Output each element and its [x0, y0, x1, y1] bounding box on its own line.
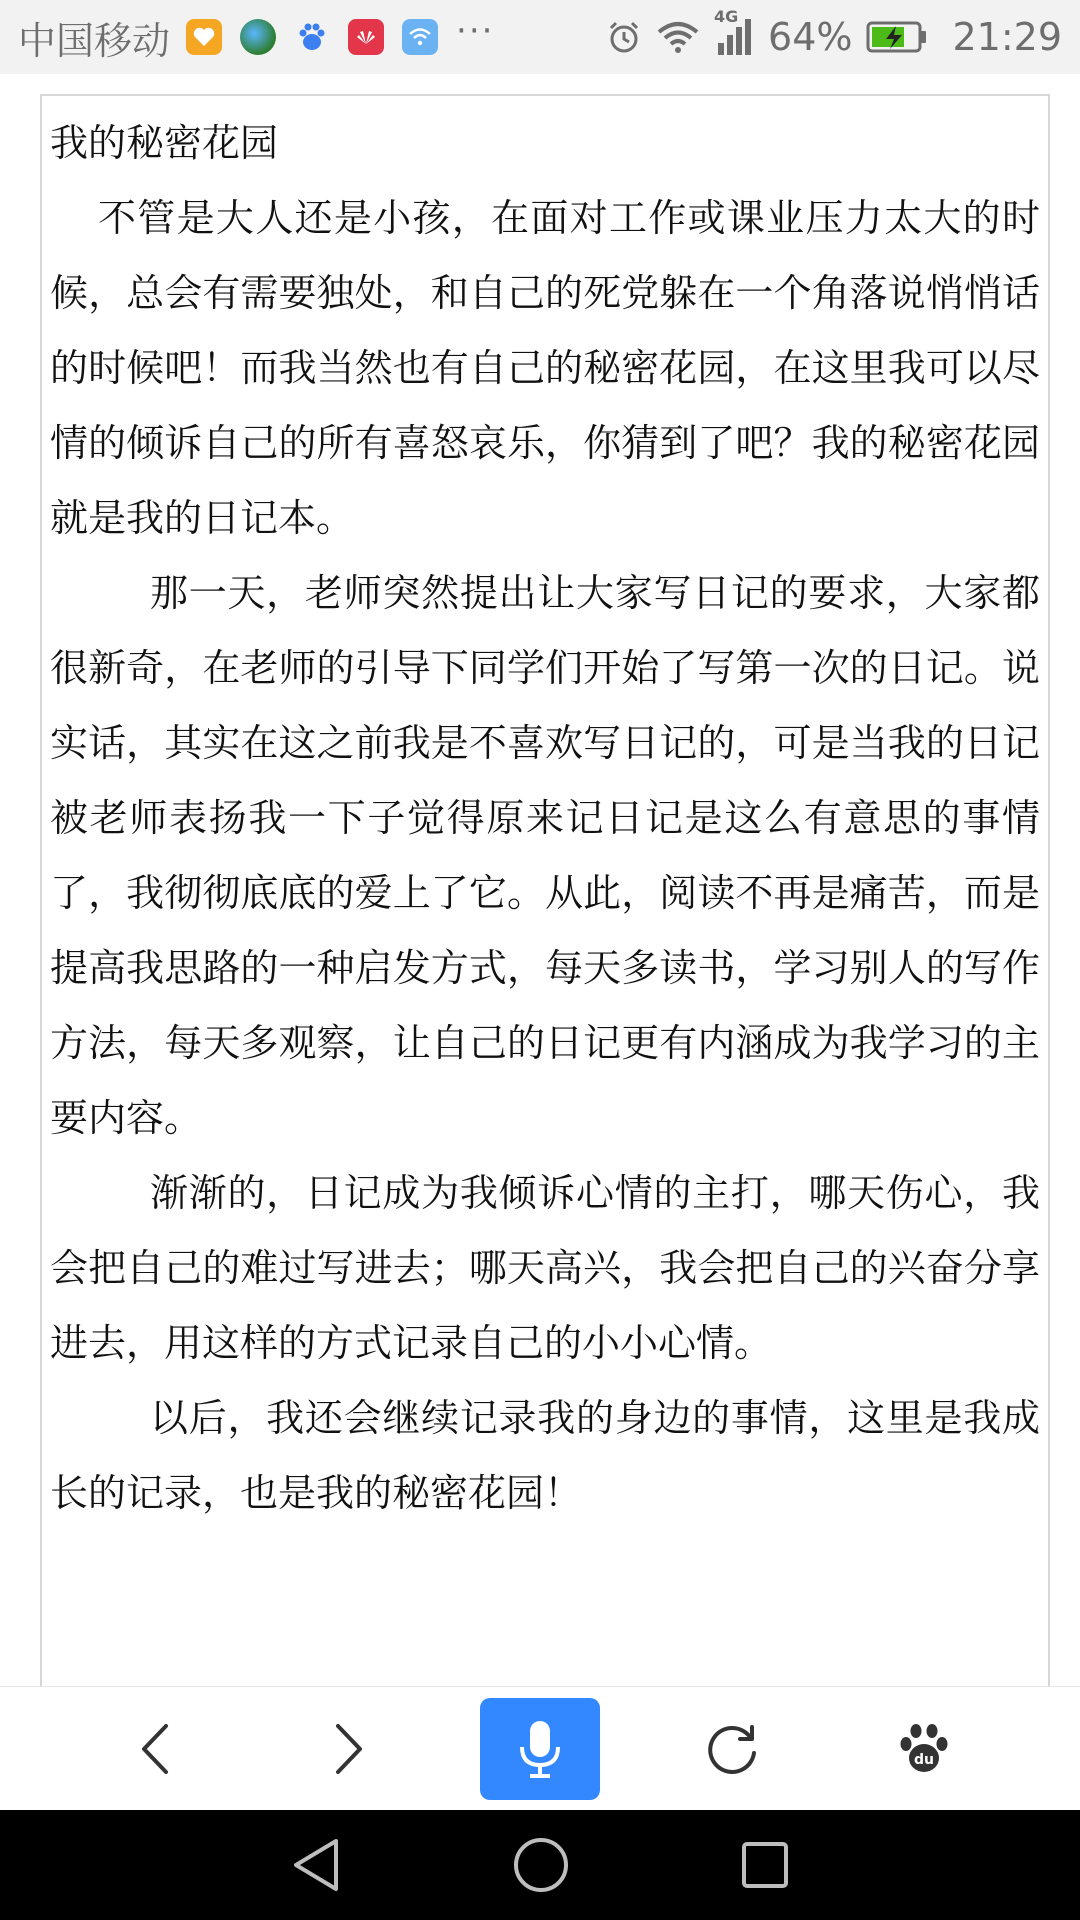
alarm-icon — [606, 19, 642, 55]
network-type-label: 4G — [714, 7, 739, 26]
battery-charging-icon — [866, 20, 928, 54]
microphone-icon — [518, 1719, 562, 1779]
forward-icon — [328, 1722, 368, 1776]
nav-back-icon — [290, 1837, 342, 1893]
back-button[interactable] — [96, 1699, 216, 1799]
baidu-paw-icon — [897, 1722, 951, 1776]
back-icon — [136, 1722, 176, 1776]
nav-back-button[interactable] — [290, 1837, 342, 1893]
paragraph-2: 那一天，老师突然提出让大家写日记的要求，大家都很新奇，在老师的引导下同学们开始了写第一次的日记。说实话，其实在这之前我是不喜欢写日记的，可是当我的日记被老师表扬我一下子觉得原来记日记是这么有意思的事情了，我彻彻底底的爱上了它。从此，阅读不再是痛苦，而是提高我思路的一种启发方式，每天多读书，学习别人的写作方法，每天多观察，让自己的日记更有内涵成为我学习的主要内容。 — [50, 571, 1040, 1140]
article-title: 我的秘密花园 — [50, 121, 279, 165]
wifi-app-icon — [402, 19, 438, 55]
health-app-icon — [186, 19, 222, 55]
huawei-icon — [348, 19, 384, 55]
article — [42, 96, 1048, 1531]
paragraph-3: 渐渐的，日记成为我倾诉心情的主打，哪天伤心，我会把自己的难过写进去；哪天高兴，我会把自己的兴奋分享进去，用这样的方式记录自己的小小心情。 — [50, 1171, 1040, 1365]
paragraph-1: 不管是大人还是小孩，在面对工作或课业压力太大的时候，总会有需要独处，和自己的死党躲在一个角落说悄悄话的时候吧！而我当然也有自己的秘密花园，在这里我可以尽情的倾诉自己的所有喜怒哀乐，你猜到了吧？我的秘密花园就是我的日记本。 — [50, 196, 1040, 540]
battery-percent: 64% — [768, 15, 853, 59]
status-bar — [0, 0, 1080, 74]
refresh-button[interactable] — [672, 1699, 792, 1799]
refresh-icon — [704, 1721, 760, 1777]
nav-recents-button[interactable] — [740, 1840, 790, 1890]
clock: 21:29 — [952, 15, 1062, 59]
browser-globe-icon — [240, 19, 276, 55]
browser-toolbar — [0, 1686, 1080, 1810]
system-nav-bar — [0, 1810, 1080, 1920]
nav-home-button[interactable] — [512, 1836, 570, 1894]
paragraph-4: 以后，我还会继续记录我的身边的事情，这里是我成长的记录，也是我的秘密花园！ — [50, 1396, 1040, 1515]
article-frame — [40, 94, 1050, 1694]
wifi-signal-icon — [656, 20, 700, 54]
forward-button[interactable] — [288, 1699, 408, 1799]
nav-recents-icon — [740, 1840, 790, 1890]
more-notifications-icon: ··· — [456, 11, 495, 51]
cellular-signal-icon — [714, 7, 754, 57]
nav-home-icon — [512, 1836, 570, 1894]
status-right — [606, 7, 1062, 59]
voice-search-button[interactable] — [480, 1698, 600, 1800]
baidu-home-button[interactable] — [864, 1699, 984, 1799]
carrier-name: 中国移动 — [18, 18, 171, 63]
svg-text:du: du — [914, 1751, 934, 1768]
baidu-icon — [294, 19, 330, 55]
